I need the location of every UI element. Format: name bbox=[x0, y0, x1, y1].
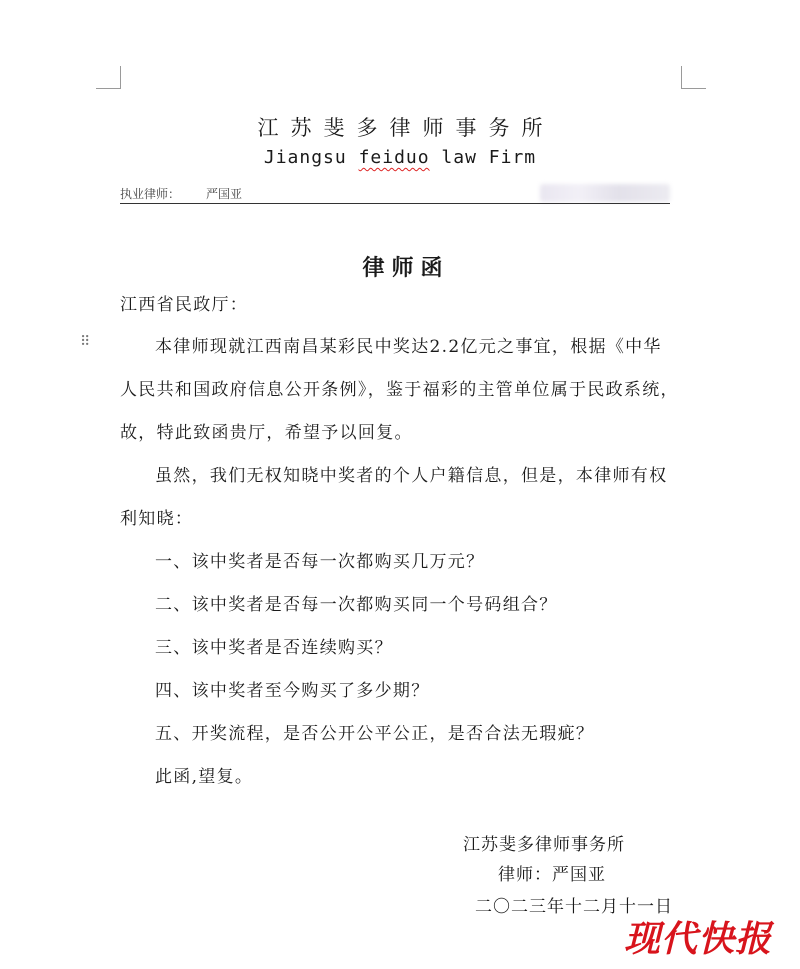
letterhead-divider bbox=[120, 203, 670, 204]
question-3: 三、该中奖者是否连续购买？ bbox=[155, 638, 393, 658]
firm-name-en-pre: Jiangsu bbox=[263, 147, 359, 168]
question-5: 五、开奖流程，是否公开公平公正，是否合法无瑕疵？ bbox=[155, 724, 595, 744]
redacted-contact-info bbox=[540, 184, 670, 202]
corner-mark-top-right bbox=[681, 66, 706, 89]
firm-name-en-post: law Firm bbox=[429, 147, 537, 168]
firm-name-en bbox=[0, 147, 800, 168]
para1-line-1: 本律师现就江西南昌某彩民中奖达2.2亿元之事宜，根据《中华 bbox=[155, 337, 662, 357]
signature-firm: 江苏斐多律师事务所 bbox=[463, 835, 625, 855]
newspaper-logo-watermark: 现代快报 bbox=[624, 919, 773, 960]
firm-name-en-spellcheck-word: feiduo bbox=[358, 147, 430, 168]
question-4: 四、该中奖者至今购买了多少期？ bbox=[155, 681, 430, 701]
para1-line-3: 故，特此致函贵厅，希望予以回复。 bbox=[120, 423, 413, 443]
para1-line-2: 人民共和国政府信息公开条例》，鉴于福彩的主管单位属于民政系统， bbox=[120, 380, 679, 400]
closing-line: 此函,望复。 bbox=[155, 767, 254, 787]
firm-name-cn: 江苏斐多律师事务所 bbox=[257, 116, 555, 140]
document-title: 律师函 bbox=[362, 255, 450, 281]
para2-line-1: 虽然，我们无权知晓中奖者的个人户籍信息，但是，本律师有权 bbox=[155, 466, 668, 486]
drag-handle-icon[interactable]: ⠿ bbox=[80, 334, 91, 350]
para2-line-2: 利知晓： bbox=[120, 509, 194, 529]
question-2: 二、该中奖者是否每一次都购买同一个号码组合？ bbox=[155, 595, 558, 615]
signature-lawyer: 律师：严国亚 bbox=[498, 865, 606, 885]
lawyer-name: 严国亚 bbox=[206, 187, 243, 201]
lawyer-label: 执业律师： bbox=[120, 187, 181, 201]
corner-mark-top-left bbox=[96, 66, 121, 89]
addressee: 江西省民政厅： bbox=[120, 295, 249, 315]
signature-date: 二〇二三年十二月十一日 bbox=[475, 897, 673, 917]
question-1: 一、该中奖者是否每一次都购买几万元？ bbox=[155, 552, 485, 572]
